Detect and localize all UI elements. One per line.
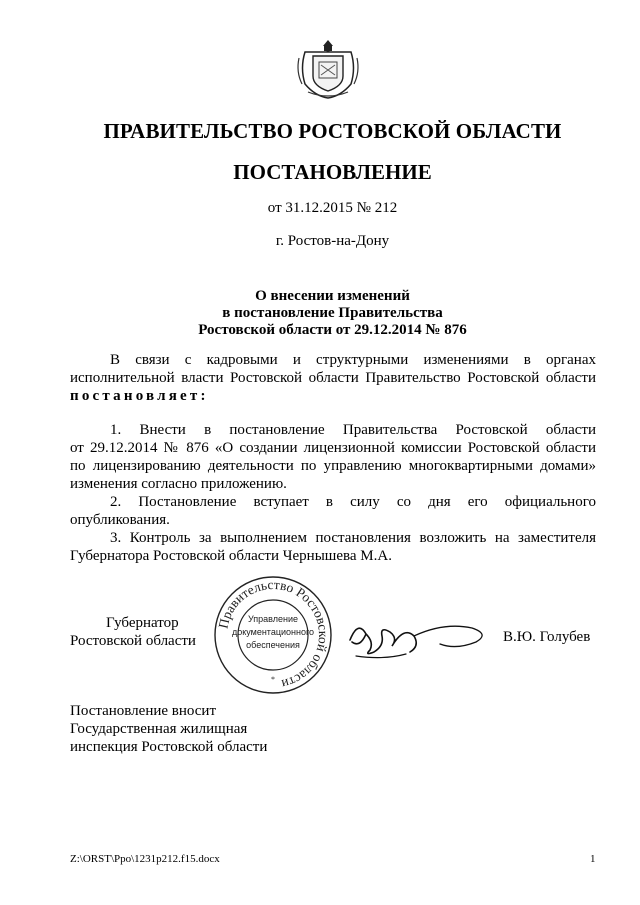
stamp-inner-line-3: обеспечения (246, 640, 300, 650)
item-3 (70, 529, 596, 565)
document-subject (70, 288, 595, 339)
subject-line-2: в постановление Правительства (222, 305, 443, 321)
stamp-ring-text: Правительство Ростовской области (215, 576, 332, 693)
item-1-line-3: по лицензированию деятельности по управлению многоквартирными домами» (70, 458, 596, 474)
author-line-1: Постановление вносит (70, 703, 217, 719)
stamp-star-icon: * (271, 675, 275, 684)
author-line-3: инспекция Ростовской области (70, 739, 268, 755)
signatory-title-line-2: Ростовской области (70, 633, 196, 649)
stamp-inner-line-2: документационного (231, 627, 315, 637)
item-2 (70, 493, 596, 529)
government-title: ПРАВИТЕЛЬСТВО РОСТОВСКОЙ ОБЛАСТИ (103, 119, 562, 143)
item-2-line-2: опубликования. (70, 512, 170, 528)
item-1-line-4: изменения согласно приложению. (70, 476, 287, 492)
page-number: 1 (590, 853, 596, 865)
coat-of-arms-emblem (295, 38, 361, 100)
submitting-authority (70, 702, 267, 756)
signatory-title (70, 614, 196, 650)
handwritten-signature (344, 612, 492, 664)
author-line-2: Государственная жилищная (70, 721, 248, 737)
preamble (70, 351, 596, 405)
subject-line-1: О внесении изменений (255, 288, 410, 304)
date-number: от 31.12.2015 № 212 (267, 200, 398, 216)
preamble-line-1: В связи с кадровыми и структурными изменениями в органах (110, 352, 596, 368)
footer-file-path: Z:\ORST\Ppo\1231p212.f15.docx (70, 853, 220, 865)
item-1-line-1: 1. Внести в постановление Правительства Ростовской области (110, 422, 596, 438)
city: г. Ростов-на-Дону (275, 233, 390, 249)
item-1 (70, 421, 596, 493)
item-1-line-2: от 29.12.2014 № 876 «О создании лицензионной комиссии Ростовской области (70, 440, 596, 456)
document-type: ПОСТАНОВЛЕНИЕ (233, 160, 432, 184)
item-2-line-1: 2. Постановление вступает в силу со дня его официального (110, 494, 596, 510)
signatory-name: В.Ю. Голубев (503, 629, 591, 645)
subject-line-3: Ростовской области от 29.12.2014 № 876 (198, 322, 467, 338)
preamble-line-2: исполнительной власти Ростовской области Правительство Ростовской области (70, 370, 596, 386)
official-stamp (206, 574, 340, 696)
stamp-inner-line-1: Управление (247, 614, 299, 624)
item-3-line-1: 3. Контроль за выполнением постановления возложить на заместителя (110, 530, 596, 546)
item-3-line-2: Губернатора Ростовской области Чернышева М.А. (70, 548, 392, 564)
signatory-title-line-1: Губернатор (106, 615, 179, 631)
decree-word: постановляет: (70, 388, 209, 404)
